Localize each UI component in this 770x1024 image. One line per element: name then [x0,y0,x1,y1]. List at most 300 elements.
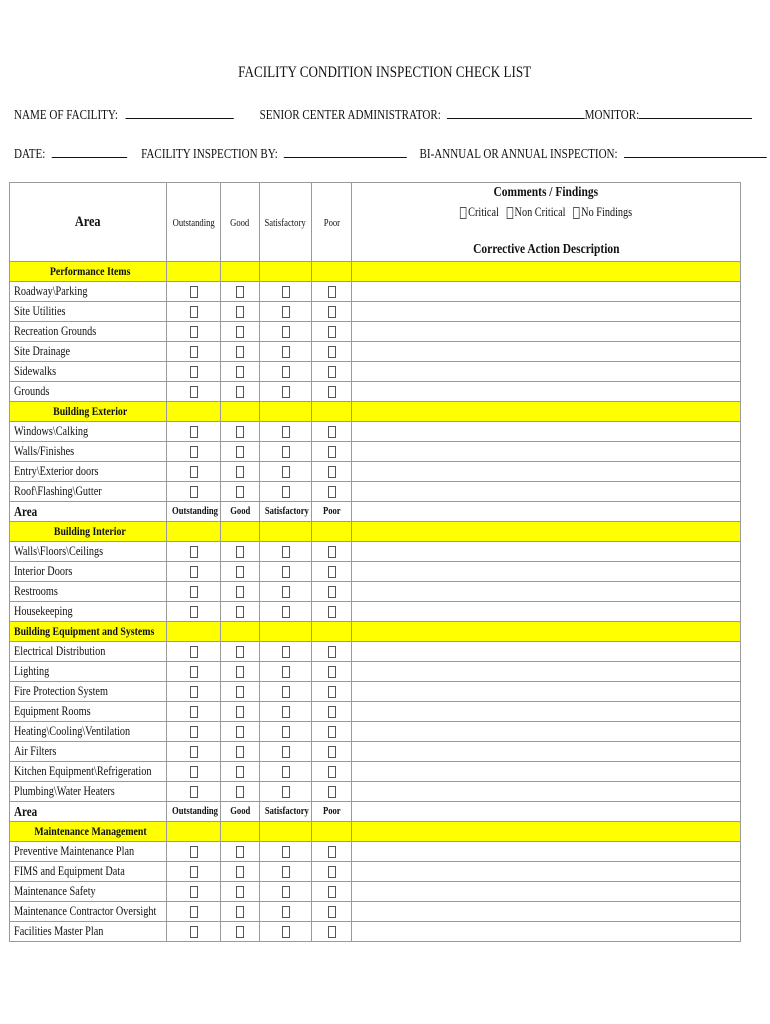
good-checkbox[interactable] [236,286,244,298]
comments-cell[interactable] [352,862,741,882]
satisfactory-checkbox[interactable] [282,686,290,698]
inspection-type-label: BI-ANNUAL OR ANNUAL INSPECTION: [419,146,618,161]
outstanding-checkbox[interactable] [190,926,198,938]
good-cell [221,542,260,562]
poor-checkbox[interactable] [328,386,336,398]
section-row-performance-items [10,262,741,282]
poor-cell [312,922,352,942]
inspection-table [9,182,741,942]
table-row [10,302,741,322]
poor-checkbox[interactable] [328,346,336,358]
good-cell [221,902,260,922]
satisfactory-checkbox[interactable] [282,666,290,678]
poor-checkbox[interactable] [328,846,336,858]
comments-cell[interactable] [352,482,741,502]
date-field[interactable] [51,145,126,158]
outstanding-cell [167,382,221,402]
outstanding-checkbox[interactable] [190,766,198,778]
outstanding-cell [167,282,221,302]
section-title: Building Interior [10,522,167,542]
outstanding-checkbox[interactable] [190,566,198,578]
satisfactory-cell [260,862,312,882]
section-fill-cell [312,402,352,422]
outstanding-checkbox[interactable] [190,606,198,618]
outstanding-cell [167,542,221,562]
item-label: Interior Doors [10,562,167,582]
good-header: Good [221,802,260,822]
section-fill-cell [352,822,741,842]
comments-cell[interactable] [352,882,741,902]
outstanding-cell [167,322,221,342]
facility-name-field[interactable] [126,106,234,119]
table-row [10,762,741,782]
outstanding-cell [167,362,221,382]
poor-checkbox[interactable] [328,886,336,898]
satisfactory-cell [260,302,312,322]
good-checkbox[interactable] [236,326,244,338]
poor-checkbox[interactable] [328,326,336,338]
section-row-building-exterior [10,402,741,422]
outstanding-checkbox[interactable] [190,586,198,598]
poor-cell [312,722,352,742]
comments-header [352,183,741,262]
poor-checkbox[interactable] [328,366,336,378]
section-fill-cell [167,622,221,642]
table-row [10,562,741,582]
poor-cell [312,442,352,462]
poor-checkbox[interactable] [328,706,336,718]
non-critical-label: Non Critical [514,205,566,219]
outstanding-cell [167,862,221,882]
comments-cell[interactable] [352,302,741,322]
corrective-action-title: Corrective Action Description [472,242,620,257]
poor-cell [312,582,352,602]
table-row [10,482,741,502]
good-checkbox[interactable] [236,906,244,918]
good-cell [221,762,260,782]
poor-checkbox[interactable] [328,686,336,698]
poor-cell [312,602,352,622]
good-cell [221,602,260,622]
administrator-field[interactable] [447,106,585,119]
satisfactory-checkbox[interactable] [282,486,290,498]
comments-cell[interactable] [352,722,741,742]
section-row-building-interior [10,522,741,542]
item-label: Equipment Rooms [10,702,167,722]
poor-checkbox[interactable] [328,746,336,758]
no-findings-label: No Findings [581,205,633,219]
satisfactory-checkbox[interactable] [282,566,290,578]
good-cell [221,442,260,462]
good-cell [221,742,260,762]
good-cell [221,722,260,742]
good-checkbox[interactable] [236,886,244,898]
area-header: Area [10,802,167,822]
table-row [10,922,741,942]
satisfactory-cell [260,382,312,402]
facility-label: NAME OF FACILITY: [14,107,118,122]
poor-checkbox[interactable] [328,866,336,878]
satisfactory-cell [260,922,312,942]
poor-checkbox[interactable] [328,606,336,618]
poor-checkbox[interactable] [328,906,336,918]
comments-cell[interactable] [352,602,741,622]
outstanding-checkbox[interactable] [190,866,198,878]
poor-cell [312,662,352,682]
satisfactory-cell [260,762,312,782]
poor-checkbox[interactable] [328,726,336,738]
poor-checkbox[interactable] [328,306,336,318]
outstanding-checkbox[interactable] [190,706,198,718]
good-checkbox[interactable] [236,606,244,618]
outstanding-cell [167,762,221,782]
poor-checkbox[interactable] [328,586,336,598]
poor-cell [312,302,352,322]
comments-cell[interactable] [352,382,741,402]
satisfactory-cell [260,742,312,762]
outstanding-checkbox[interactable] [190,386,198,398]
comments-cell[interactable] [352,542,741,562]
comments-cell[interactable] [352,842,741,862]
outstanding-checkbox[interactable] [190,746,198,758]
comments-title: Comments / Findings [493,185,599,200]
poor-cell [312,682,352,702]
satisfactory-cell [260,462,312,482]
satisfactory-checkbox[interactable] [282,746,290,758]
section-fill-cell [260,622,312,642]
repeat-header-row [10,502,741,522]
item-label: Preventive Maintenance Plan [10,842,167,862]
document-title [0,64,770,82]
good-checkbox[interactable] [236,486,244,498]
outstanding-cell [167,702,221,722]
outstanding-checkbox[interactable] [190,286,198,298]
satisfactory-checkbox[interactable] [282,366,290,378]
satisfactory-checkbox[interactable] [282,866,290,878]
poor-cell [312,782,352,802]
good-checkbox[interactable] [236,786,244,798]
outstanding-cell [167,582,221,602]
comments-cell[interactable] [352,662,741,682]
satisfactory-checkbox[interactable] [282,886,290,898]
outstanding-checkbox[interactable] [190,346,198,358]
item-label: Lighting [10,662,167,682]
poor-cell [312,382,352,402]
section-fill-cell [312,262,352,282]
poor-cell [312,422,352,442]
poor-header: Poor [312,183,352,262]
no-findings-checkbox[interactable] [573,207,580,219]
item-label: Entry\Exterior doors [10,462,167,482]
outstanding-checkbox[interactable] [190,326,198,338]
good-checkbox[interactable] [236,926,244,938]
satisfactory-cell [260,582,312,602]
comments-cell[interactable] [352,362,741,382]
outstanding-cell [167,642,221,662]
outstanding-checkbox[interactable] [190,366,198,378]
monitor-field[interactable] [639,106,752,119]
section-fill-cell [352,262,741,282]
comments-cell[interactable] [352,422,741,442]
outstanding-header: Outstanding [167,502,221,522]
comments-cell[interactable] [352,582,741,602]
outstanding-checkbox[interactable] [190,646,198,658]
good-cell [221,882,260,902]
good-checkbox[interactable] [236,366,244,378]
good-checkbox[interactable] [236,546,244,558]
satisfactory-cell [260,642,312,662]
section-fill-cell [260,402,312,422]
table-row [10,382,741,402]
poor-cell [312,542,352,562]
comments-cell[interactable] [352,322,741,342]
table-row [10,662,741,682]
item-label: Recreation Grounds [10,322,167,342]
comments-cell [352,502,741,522]
section-fill-cell [260,262,312,282]
outstanding-checkbox[interactable] [190,446,198,458]
non-critical-checkbox[interactable] [506,207,513,219]
outstanding-cell [167,722,221,742]
satisfactory-checkbox[interactable] [282,586,290,598]
poor-cell [312,322,352,342]
comments-cell[interactable] [352,702,741,722]
good-cell [221,922,260,942]
poor-checkbox[interactable] [328,466,336,478]
satisfactory-checkbox[interactable] [282,926,290,938]
table-row [10,462,741,482]
good-header: Good [221,502,260,522]
satisfactory-checkbox[interactable] [282,906,290,918]
table-row [10,362,741,382]
comments-cell[interactable] [352,762,741,782]
comments-cell[interactable] [352,642,741,662]
poor-cell [312,842,352,862]
good-cell [221,842,260,862]
item-label: Restrooms [10,582,167,602]
section-title: Building Equipment and Systems [10,622,167,642]
good-cell [221,642,260,662]
area-header: Area [10,183,167,262]
satisfactory-checkbox[interactable] [282,426,290,438]
section-title: Maintenance Management [10,822,167,842]
comments-cell[interactable] [352,782,741,802]
comments-cell[interactable] [352,902,741,922]
outstanding-cell [167,782,221,802]
outstanding-cell [167,462,221,482]
poor-checkbox[interactable] [328,566,336,578]
outstanding-checkbox[interactable] [190,726,198,738]
satisfactory-cell [260,422,312,442]
poor-cell [312,342,352,362]
item-label: Roof\Flashing\Gutter [10,482,167,502]
table-row [10,742,741,762]
outstanding-header: Outstanding [167,802,221,822]
item-label: Housekeeping [10,602,167,622]
good-checkbox[interactable] [236,306,244,318]
item-label: Fire Protection System [10,682,167,702]
satisfactory-cell [260,602,312,622]
satisfactory-checkbox[interactable] [282,346,290,358]
good-checkbox[interactable] [236,566,244,578]
satisfactory-checkbox[interactable] [282,786,290,798]
good-checkbox[interactable] [236,666,244,678]
table-row [10,682,741,702]
good-checkbox[interactable] [236,426,244,438]
outstanding-cell [167,662,221,682]
satisfactory-checkbox[interactable] [282,606,290,618]
satisfactory-checkbox[interactable] [282,846,290,858]
comments-cell[interactable] [352,282,741,302]
section-fill-cell [221,522,260,542]
good-checkbox[interactable] [236,846,244,858]
inspector-field[interactable] [284,145,407,158]
section-fill-cell [312,622,352,642]
satisfactory-checkbox[interactable] [282,286,290,298]
inspection-type-field[interactable] [624,145,767,158]
satisfactory-checkbox[interactable] [282,326,290,338]
satisfactory-cell [260,362,312,382]
outstanding-checkbox[interactable] [190,686,198,698]
good-checkbox[interactable] [236,686,244,698]
section-fill-cell [167,522,221,542]
outstanding-checkbox[interactable] [190,466,198,478]
date-label: DATE: [14,146,46,161]
outstanding-checkbox[interactable] [190,546,198,558]
good-checkbox[interactable] [236,746,244,758]
poor-checkbox[interactable] [328,766,336,778]
outstanding-cell [167,562,221,582]
inspector-label: FACILITY INSPECTION BY: [141,146,278,161]
table-row [10,882,741,902]
item-label: Facilities Master Plan [10,922,167,942]
outstanding-checkbox[interactable] [190,886,198,898]
good-checkbox[interactable] [236,766,244,778]
good-cell [221,582,260,602]
satisfactory-header: Satisfactory [260,802,312,822]
satisfactory-cell [260,782,312,802]
poor-cell [312,642,352,662]
satisfactory-checkbox[interactable] [282,306,290,318]
good-checkbox[interactable] [236,346,244,358]
poor-checkbox[interactable] [328,786,336,798]
poor-cell [312,462,352,482]
outstanding-cell [167,742,221,762]
outstanding-cell [167,342,221,362]
header-line-1 [14,106,770,123]
item-label: Maintenance Contractor Oversight [10,902,167,922]
comments-cell[interactable] [352,342,741,362]
comments-cell[interactable] [352,562,741,582]
header-line-2 [14,145,770,162]
satisfactory-cell [260,562,312,582]
satisfactory-checkbox[interactable] [282,766,290,778]
satisfactory-checkbox[interactable] [282,386,290,398]
table-header-row [10,183,741,262]
item-label: Heating\Cooling\Ventilation [10,722,167,742]
poor-checkbox[interactable] [328,486,336,498]
good-checkbox[interactable] [236,706,244,718]
good-checkbox[interactable] [236,446,244,458]
satisfactory-cell [260,322,312,342]
poor-header: Poor [312,502,352,522]
table-row [10,442,741,462]
outstanding-header: Outstanding [167,183,221,262]
poor-checkbox[interactable] [328,546,336,558]
good-checkbox[interactable] [236,866,244,878]
outstanding-checkbox[interactable] [190,486,198,498]
satisfactory-checkbox[interactable] [282,546,290,558]
critical-checkbox[interactable] [460,207,467,219]
outstanding-checkbox[interactable] [190,846,198,858]
satisfactory-checkbox[interactable] [282,466,290,478]
poor-checkbox[interactable] [328,666,336,678]
good-cell [221,662,260,682]
satisfactory-cell [260,342,312,362]
outstanding-checkbox[interactable] [190,786,198,798]
good-checkbox[interactable] [236,586,244,598]
outstanding-checkbox[interactable] [190,666,198,678]
outstanding-cell [167,602,221,622]
item-label: Electrical Distribution [10,642,167,662]
table-row [10,542,741,562]
good-cell [221,382,260,402]
poor-cell [312,862,352,882]
poor-checkbox[interactable] [328,286,336,298]
good-checkbox[interactable] [236,726,244,738]
comments-cell[interactable] [352,922,741,942]
poor-cell [312,482,352,502]
poor-checkbox[interactable] [328,646,336,658]
item-label: Site Drainage [10,342,167,362]
good-cell [221,682,260,702]
outstanding-checkbox[interactable] [190,906,198,918]
section-fill-cell [312,522,352,542]
outstanding-cell [167,682,221,702]
item-label: Grounds [10,382,167,402]
table-row [10,702,741,722]
poor-cell [312,762,352,782]
good-checkbox[interactable] [236,646,244,658]
satisfactory-checkbox[interactable] [282,446,290,458]
section-fill-cell [221,622,260,642]
comments-cell[interactable] [352,462,741,482]
outstanding-checkbox[interactable] [190,306,198,318]
item-label: Sidewalks [10,362,167,382]
comments-cell[interactable] [352,682,741,702]
comments-cell[interactable] [352,442,741,462]
good-checkbox[interactable] [236,386,244,398]
poor-checkbox[interactable] [328,446,336,458]
item-label: Walls\Floors\Ceilings [10,542,167,562]
good-checkbox[interactable] [236,466,244,478]
table-row [10,642,741,662]
outstanding-cell [167,902,221,922]
satisfactory-checkbox[interactable] [282,726,290,738]
satisfactory-checkbox[interactable] [282,646,290,658]
monitor-label: MONITOR: [584,107,640,122]
outstanding-cell [167,302,221,322]
comments-cell[interactable] [352,742,741,762]
section-fill-cell [167,822,221,842]
item-label: Windows\Calking [10,422,167,442]
satisfactory-checkbox[interactable] [282,706,290,718]
poor-checkbox[interactable] [328,426,336,438]
poor-checkbox[interactable] [328,926,336,938]
item-label: Roadway\Parking [10,282,167,302]
poor-cell [312,362,352,382]
outstanding-checkbox[interactable] [190,426,198,438]
